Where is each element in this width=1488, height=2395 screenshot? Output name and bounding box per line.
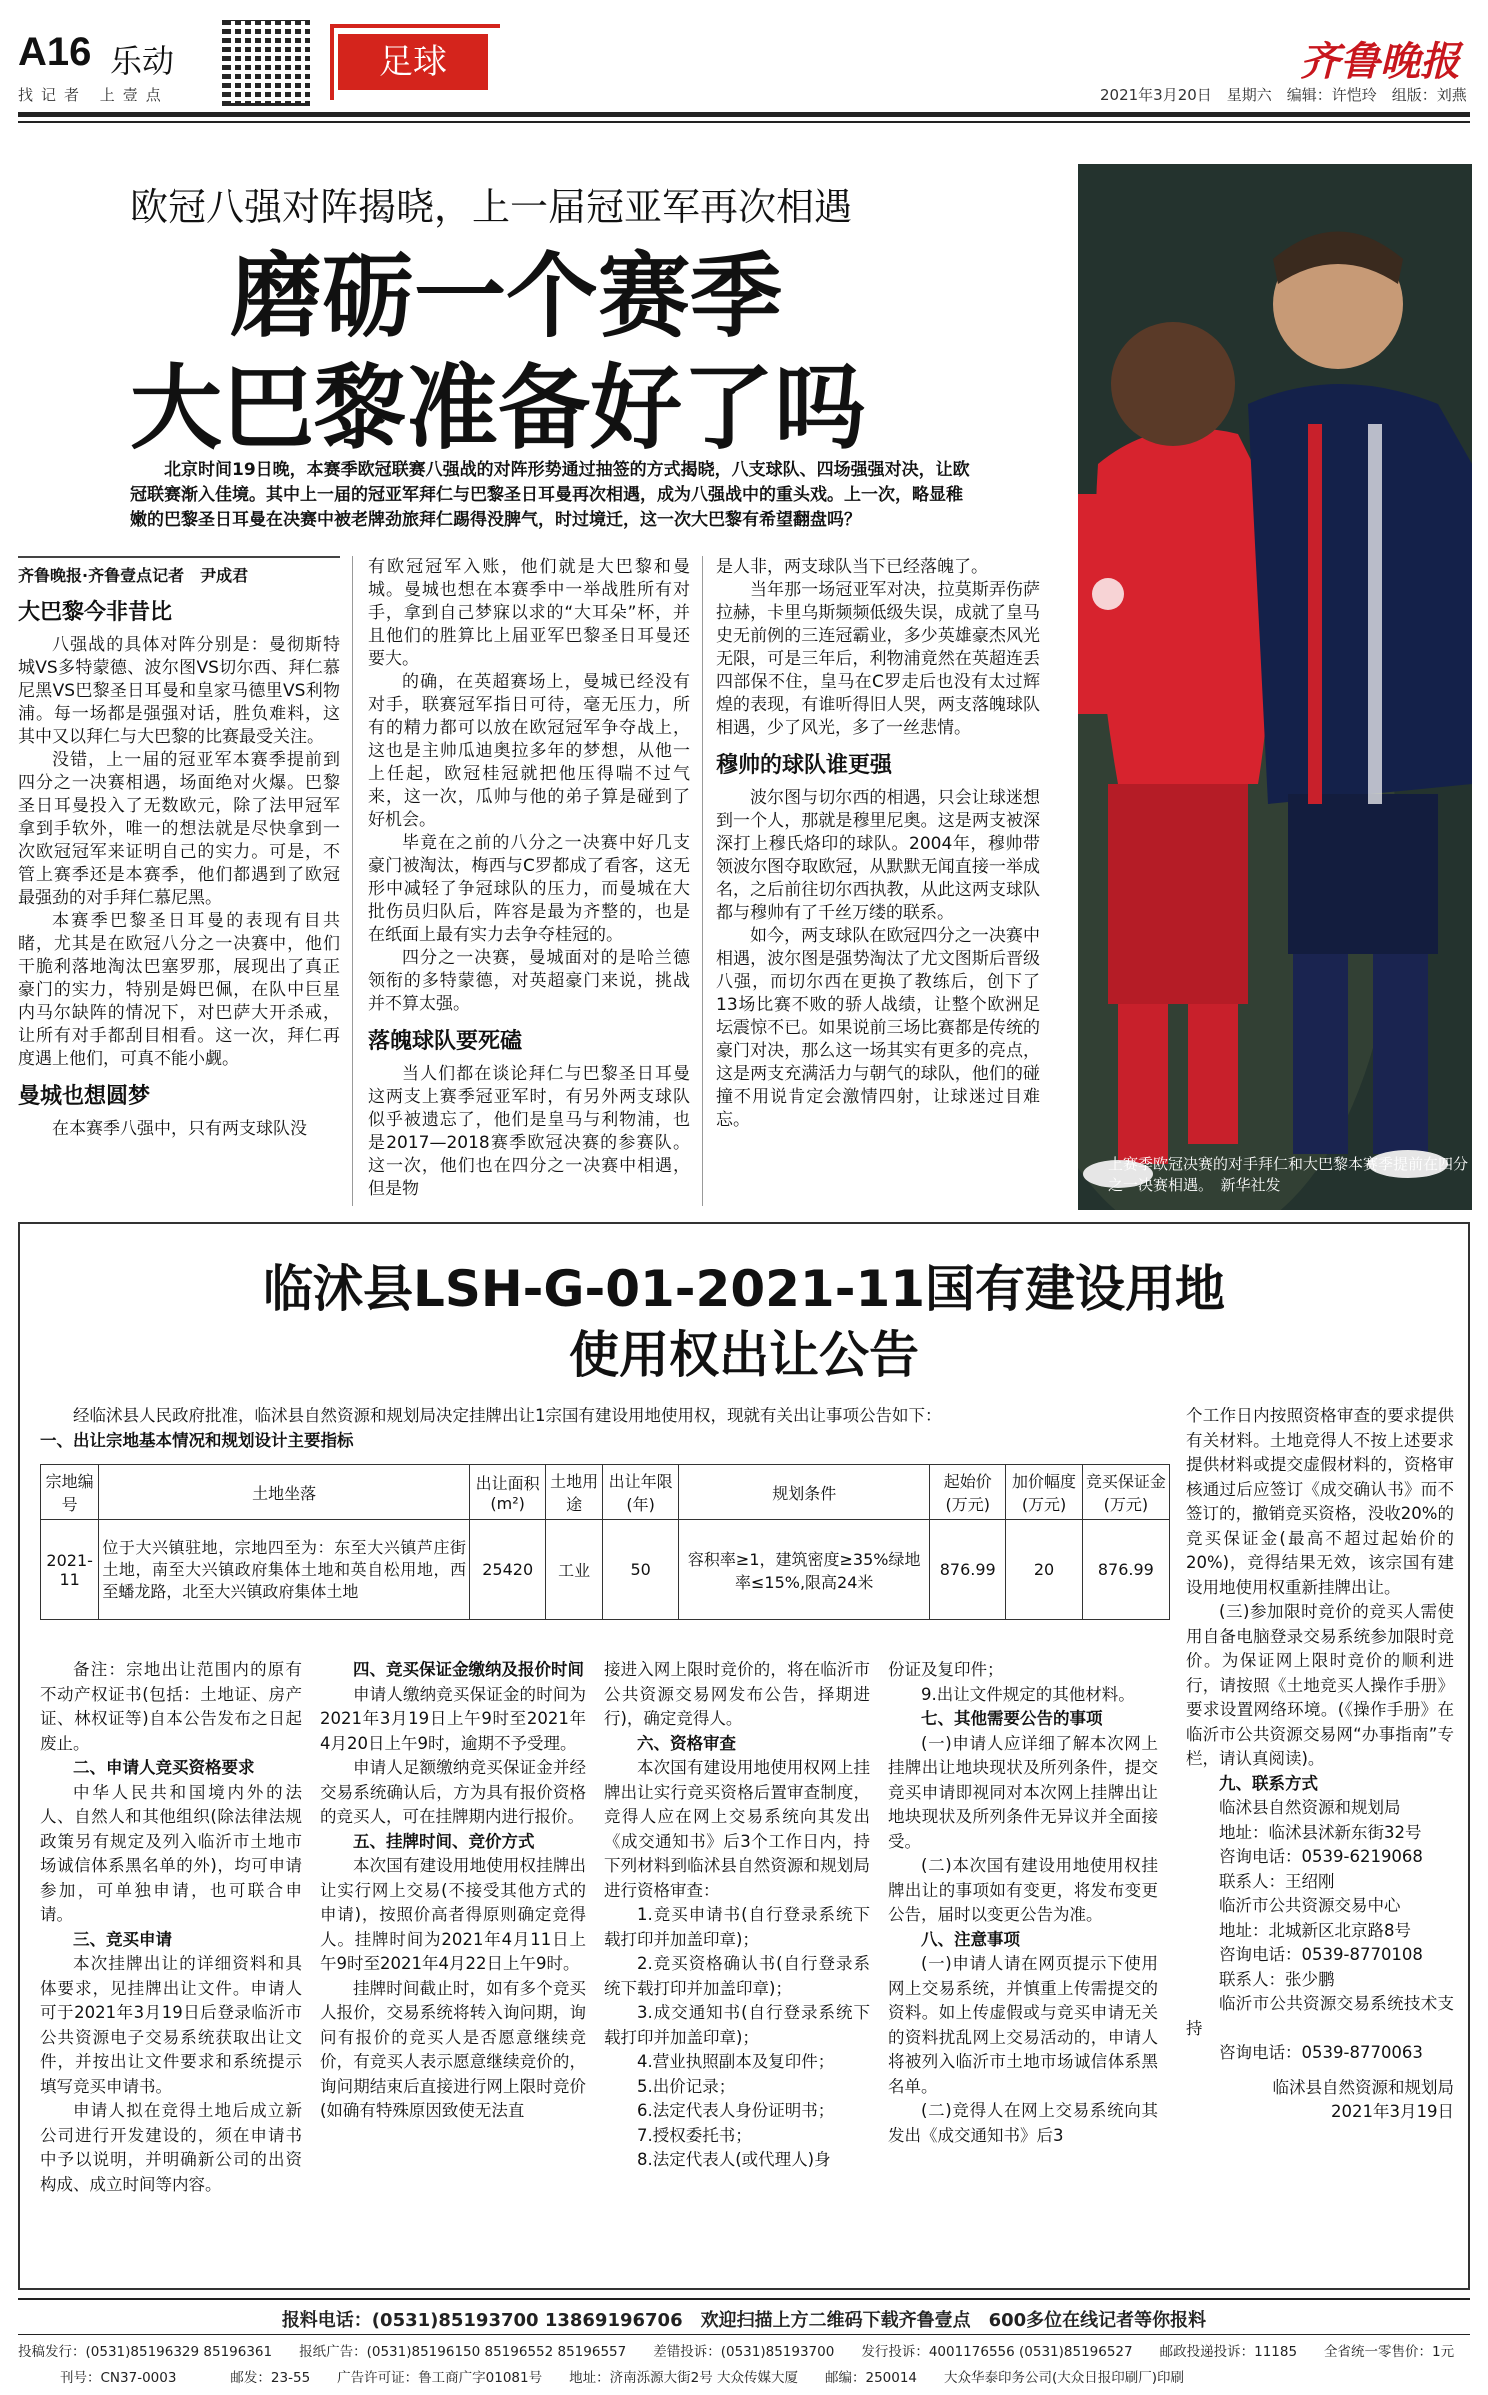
notice-text: 5.出价记录； [637, 2076, 736, 2096]
notice-text: 挂牌时间截止时，如有多个竞买人报价，交易系统将转入询问期，询问有报价的竞买人是否愿意继续竞价，有竞买人表示愿意继续竞价的，询问期结束后直接进行网上限时竞价(如确有特殊原因致使无法直 [320, 1978, 586, 2120]
article-title [130, 240, 866, 464]
notice-title-line1: 临沭县LSH-G-01-2021-11国有建设用地 [262, 1260, 1226, 1318]
notice-text: 7.授权委托书； [637, 2125, 752, 2145]
notice-section-1: 一、出让宗地基本情况和规划设计主要指标 [40, 1430, 354, 1450]
notice-intro-text: 经临沭县人民政府批准，临沭县自然资源和规划局决定挂牌出让1宗国有建设用地使用权，现就有关出让事项公告如下： [73, 1406, 942, 1425]
header-rule-thin [18, 121, 1470, 123]
paragraph: 是人非，两支球队当下已经落魄了。 [716, 557, 988, 577]
notice-intro [40, 1404, 1170, 1453]
notice-text: 9.出让文件规定的其他材料。 [921, 1684, 1135, 1704]
paragraph: 毕竟在之前的八分之一决赛中好几支豪门被淘汰，梅西与C罗都成了看客，这无形中减轻了争冠球队的压力，而曼城在大批伤员归队后，阵容是最为齐整的，也是在纸面上最有实力去争夺桂冠的。 [368, 833, 690, 945]
table-row [41, 1520, 1170, 1620]
contact-phone: 咨询电话：0539-8770063 [1219, 2043, 1423, 2062]
land-table [40, 1464, 1170, 1620]
article-subtitle: 欧冠八强对阵揭晓，上一届冠亚军再次相遇 [130, 185, 853, 229]
notice-text: (二)竞得人在网上交易系统向其发出《成交通知书》后3 [888, 2101, 1158, 2145]
cell-increment: 20 [1006, 1520, 1082, 1620]
paragraph: 没错，上一届的冠亚军本赛季提前到四分之一决赛相遇，场面绝对火爆。巴黎圣日耳曼投入了无数欧元，除了法甲冠军拿到手软外，唯一的想法就是尽快拿到一次欧冠冠军来证明自己的实力。可是，不管上赛季还是本赛季，他们都遇到了欧冠最强劲的对手拜仁慕尼黑。 [18, 750, 340, 908]
notice-column-3 [604, 1658, 870, 2173]
th-plan: 规划条件 [679, 1465, 930, 1520]
article-lead: 北京时间19日晚，本赛季欧冠联赛八强战的对阵形势通过抽签的方式揭晓，八支球队、四场强强对决，让欧冠联赛渐入佳境。其中上一届的冠亚军拜仁与巴黎圣日耳曼再次相遇，成为八强战中的重头戏。上一次，略显稚嫩的巴黎圣日耳曼在决赛中被老牌劲旅拜仁踢得没脾气，时过境迁，这一次大巴黎有希望翻盘吗？ [130, 460, 970, 530]
notice-text: (三)参加限时竞价的竞买人需使用自备电脑登录交易系统参加限时竞价。为保证网上限时竞价的顺利进行，请按照《土地竞买人操作手册》要求设置网络环境。(《操作手册》在临沂市公共资源交易网“办事指南”专栏，请认真阅读)。 [1186, 1602, 1454, 1768]
notice-text: 本次国有建设用地使用权网上挂牌出让实行竞买资格后置审查制度，竞得人应在网上交易系统向其发出《成交通知书》后3个工作日内，持下列材料到临沭县自然资源和规划局进行资格审查： [604, 1758, 870, 1900]
th-deposit: 竞买保证金(万元) [1082, 1465, 1169, 1520]
notice-heading: 八、注意事项 [921, 1929, 1020, 1949]
contact-org: 临沂市公共资源交易中心 [1219, 1896, 1401, 1915]
cell-area: 25420 [470, 1520, 546, 1620]
notice-heading: 六、资格审查 [637, 1733, 736, 1753]
contact-phone: 咨询电话：0539-6219068 [1219, 1847, 1423, 1866]
notice-column-5 [1186, 1404, 1454, 2125]
cell-deposit: 876.99 [1082, 1520, 1169, 1620]
paragraph: 本赛季巴黎圣日耳曼的表现有目共睹，尤其是在欧冠八分之一决赛中，他们干脆利落地淘汰巴塞罗那，展现出了真正豪门的实力，特别是姆巴佩，在队中巨星内马尔缺阵的情况下，对巴萨大开杀戒，让所有对手都刮目相看。这一次，拜仁再度遇上他们，可真不能小觑。 [18, 911, 340, 1069]
notice-heading: 九、联系方式 [1219, 1773, 1318, 1793]
paragraph: 四分之一决赛，曼城面对的是哈兰德领衔的多特蒙德，对英超豪门来说，挑战并不算太强。 [368, 948, 690, 1014]
header-sub: 找记者 上壹点 [18, 86, 169, 104]
contact-org: 临沭县自然资源和规划局 [1219, 1798, 1401, 1817]
paragraph: 如今，两支球队在欧冠四分之一决赛中相遇，波尔图是强势淘汰了尤文图斯后晋级八强，而切尔西在更换了教练后，创下了13场比赛不败的骄人战绩，让整个欧洲足坛震惊不已。如果说前三场比赛都是传统的豪门对决，那么这一场其实有更多的亮点，这是两支充满活力与朝气的球队，他们的碰撞不用说肯定会激情四射，让球迷过目难忘。 [716, 926, 1040, 1130]
article-column-1 [18, 556, 340, 1141]
contact-address: 地址：北城新区北京路8号 [1219, 1920, 1411, 1940]
photo-caption: 上赛季欧冠决赛的对手拜仁和大巴黎本赛季提前在四分之一决赛相遇。 新华社发 [1108, 1155, 1469, 1194]
page-number: A16 [18, 30, 92, 74]
article-title-line2: 大巴黎准备好了吗 [130, 354, 867, 462]
header-rule [18, 112, 1470, 117]
paragraph: 在本赛季八强中，只有两支球队没 [52, 1119, 307, 1139]
footer-hotline: 报料电话：(0531)85193700 13869196706 欢迎扫描上方二维码下载齐鲁壹点 600多位在线记者等你报料 [281, 2310, 1207, 2331]
notice-text: 中华人民共和国境内外的法人、自然人和其他组织(除法律法规政策另有规定及列入临沂市土地市场诚信体系黑名单的外)，均可申请参加，可单独申请，也可联合申请。 [40, 1782, 302, 1924]
notice-text: 申请人缴纳竞买保证金的时间为2021年3月19日上午9时至2021年4月20日上午9时，逾期不予受理。 [320, 1684, 586, 1753]
section-name: 乐动 [110, 42, 175, 80]
notice-text: 6.法定代表人身份证明书； [637, 2101, 835, 2120]
section-tag: 足球 [338, 34, 488, 90]
photo-illustration [1078, 164, 1472, 1210]
notice-title-line2: 使用权出让公告 [569, 1326, 919, 1384]
subhead-fallen: 落魄球队要死磕 [368, 1029, 523, 1054]
footer-rule-2 [18, 2334, 1470, 2335]
notice-text: 本次挂牌出让的详细资料和具体要求，见挂牌出让文件。申请人可于2021年3月19日后登录临沂市公共资源电子交易系统获取出让文件，并按出让文件要求和系统提示填写竞买申请书。 [40, 1954, 302, 2096]
th-area: 出让面积(m²) [470, 1465, 546, 1520]
notice-signature: 临沭县自然资源和规划局 [1272, 2077, 1454, 2097]
footer-publication: 刊号：CN37-0003 邮发：23-55 广告许可证：鲁工商广字01081号 地址：济南泺源大街2号 大众传媒大厦 邮编：250014 大众华泰印务公司(大众日报印刷厂)印刷 [60, 2370, 1185, 2386]
notice-column-4 [888, 1658, 1158, 2148]
article-column-3 [716, 556, 1040, 1132]
cell-use: 工业 [546, 1520, 603, 1620]
contact-org: 临沂市公共资源交易系统技术支持 [1186, 1994, 1454, 2038]
paragraph: 的确，在英超赛场上，曼城已经没有对手，联赛冠军指日可待，毫无压力，所有的精力都可以放在欧冠冠军争夺战上，这也是主帅瓜迪奥拉多年的梦想，从他一上任起，欧冠桂冠就把他压得喘不过气来，这一次，瓜帅与他的弟子算是碰到了好机会。 [368, 672, 690, 830]
notice-text: 4.营业执照副本及复印件； [637, 2052, 835, 2071]
table-header-row [41, 1465, 1170, 1520]
notice-column-2 [320, 1658, 586, 2124]
contact-person: 联系人：张少鹏 [1219, 1969, 1335, 1989]
notice-heading: 三、竞买申请 [73, 1929, 172, 1949]
notice-text: 接进入网上限时竞价的，将在临沂市公共资源交易网发布公告，择期进行)，确定竞得人。 [604, 1660, 870, 1728]
th-increment: 加价幅度(万元) [1006, 1465, 1082, 1520]
paragraph: 波尔图与切尔西的相遇，只会让球迷想到一个人，那就是穆里尼奥。这是两支被深深打上穆氏烙印的球队。2004年，穆帅带领波尔图夺取欧冠，从默默无闻直接一举成名，之后前往切尔西执教，从此这两支球队都与穆帅有了千丝万缕的联系。 [716, 788, 1040, 923]
notice-text: (二)本次国有建设用地使用权挂牌出让的事项如有变更，将发布变更公告，届时以变更公告为准。 [888, 1856, 1158, 1924]
subhead-paris: 大巴黎今非昔比 [18, 600, 173, 625]
article-column-2 [368, 556, 690, 1201]
notice-text: 1.竞买申请书(自行登录系统下载打印并加盖印章)； [604, 1905, 870, 1949]
notice-date: 2021年3月19日 [1331, 2102, 1454, 2121]
issue-date: 2021年3月20日 星期六 编辑：许恺玲 组版：刘燕 [1100, 86, 1467, 104]
newspaper-logo: 齐鲁晚报 [1300, 38, 1460, 85]
paragraph: 八强战的具体对阵分别是：曼彻斯特城VS多特蒙德、波尔图VS切尔西、拜仁慕尼黑VS巴黎圣日耳曼和皇家马德里VS利物浦。每一场都是强强对话，胜负难料，这其中又以拜仁与大巴黎的比赛最受关注。 [18, 635, 340, 747]
author-byline: 齐鲁晚报·齐鲁壹点记者 尹成君 [18, 556, 340, 587]
notice-text: 个工作日内按照资格审查的要求提供有关材料。土地竞得人不按上述要求提供材料或提交虚假材料的，资格审核通过后应签订《成交确认书》而不签订的，撤销竞买资格，没收20%的竞买保证金(最高不超过起始价的20%)，竞得结果无效，该宗国有建设用地使用权重新挂牌出让。 [1186, 1406, 1454, 1597]
notice-heading: 五、挂牌时间、竞价方式 [353, 1831, 535, 1851]
news-photo [1078, 164, 1472, 1210]
th-id: 宗地编号 [41, 1465, 99, 1520]
notice-text: 份证及复印件； [888, 1660, 1004, 1679]
notice-text: 2.竞买资格确认书(自行登录系统下载打印并加盖印章)； [604, 1954, 870, 1998]
cell-plan: 容积率≥1，建筑密度≥35%绿地率≤15%,限高24米 [679, 1520, 930, 1620]
column-divider [702, 556, 703, 1206]
th-price: 起始价(万元) [930, 1465, 1006, 1520]
notice-text: 申请人拟在竞得土地后成立新公司进行开发建设的，须在申请书中予以说明，并明确新公司的出资构成、成立时间等内容。 [40, 2101, 302, 2194]
notice-text: 申请人足额缴纳竞买保证金并经交易系统确认后，方为具有报价资格的竞买人，可在挂牌期内进行报价。 [320, 1758, 586, 1826]
paragraph: 当年那一场冠亚军对决，拉莫斯弄伤萨拉赫，卡里乌斯频频低级失误，成就了皇马史无前例的三连冠霸业，多少英雄豪杰风光无限，可是三年后，利物浦竟然在英超连丢四部保不住，皇马在C罗走后也没有太过辉煌的表现，有谁听得旧人哭，两支落魄球队相遇，少了风光，多了一丝悲情。 [716, 580, 1040, 738]
cell-location: 位于大兴镇驻地，宗地四至为：东至大兴镇芦庄街土地，南至大兴镇政府集体土地和英自松用地，西至蟠龙路，北至大兴镇政府集体土地 [99, 1520, 470, 1620]
th-use: 土地用途 [546, 1465, 603, 1520]
notice-text: (一)申请人应详细了解本次网上挂牌出让地块现状及所列条件，提交竞买申请即视同对本次网上挂牌出让地块现状及所列条件无异议并全面接受。 [888, 1733, 1158, 1851]
th-years: 出让年限(年) [603, 1465, 679, 1520]
contact-person: 联系人：王绍刚 [1219, 1871, 1335, 1891]
notice-text: (一)申请人请在网页提示下使用网上交易系统，并慎重上传需提交的资料。如上传虚假或与竞买申请无关的资料扰乱网上交易活动的，申请人将被列入临沂市土地市场诚信体系黑名单。 [888, 1954, 1158, 2096]
notice-column-1 [40, 1658, 302, 2197]
cell-id: 2021-11 [41, 1520, 99, 1620]
notice-heading: 二、申请人竞买资格要求 [73, 1758, 255, 1777]
notice-text: 本次国有建设用地使用权挂牌出让实行网上交易(不接受其他方式的申请)，按照价高者得原则确定竞得人。挂牌时间为2021年4月11日上午9时至2021年4月22日上午9时。 [320, 1856, 586, 1973]
paragraph: 当人们都在谈论拜仁与巴黎圣日耳曼这两支上赛季冠亚军时，有另外两支球队似乎被遗忘了，他们是皇马与利物浦，也是2017—2018赛季欧冠决赛的参赛队。这一次，他们也在四分之一决赛中相遇，但是物 [368, 1064, 690, 1199]
notice-heading: 七、其他需要公告的事项 [921, 1709, 1103, 1728]
footer-contacts: 投稿发行：(0531)85196329 85196361 报纸广告：(0531)85196150 85196552 85196557 差错投诉：(0531)85193700 发行投诉：4001176556 (0531)85196527 邮政投递投诉：11185 全省统一零售价：1元 [18, 2344, 1455, 2360]
notice-title [0, 1256, 1488, 1388]
cell-price: 876.99 [930, 1520, 1006, 1620]
subhead-mancity: 曼城也想圆梦 [18, 1084, 151, 1109]
contact-phone: 咨询电话：0539-8770108 [1219, 1945, 1423, 1964]
paragraph: 有欧冠冠军入账，他们就是大巴黎和曼城。曼城也想在本赛季中一举战胜所有对手，拿到自己梦寐以求的“大耳朵”杯，并且他们的胜算比上届亚军巴黎圣日耳曼还要大。 [368, 557, 690, 669]
footer-rule [18, 2298, 1470, 2300]
article-title-line1: 磨砺一个赛季 [230, 242, 783, 350]
notice-text: 8.法定代表人(或代理人)身 [637, 2150, 831, 2169]
qr-code-pattern [222, 18, 310, 106]
column-divider [352, 556, 353, 1206]
notice-text: 3.成交通知书(自行登录系统下载打印并加盖印章)； [604, 2003, 870, 2047]
subhead-mourinho: 穆帅的球队谁更强 [716, 753, 893, 778]
cell-years: 50 [603, 1520, 679, 1620]
contact-address: 地址：临沭县沭新东街32号 [1219, 1822, 1422, 1842]
notice-text: 备注：宗地出让范围内的原有不动产权证书(包括：土地证、房产证、林权证等)自本公告发布之日起废止。 [40, 1660, 302, 1753]
notice-heading: 四、竞买保证金缴纳及报价时间 [353, 1660, 584, 1679]
th-location: 土地坐落 [99, 1465, 470, 1520]
